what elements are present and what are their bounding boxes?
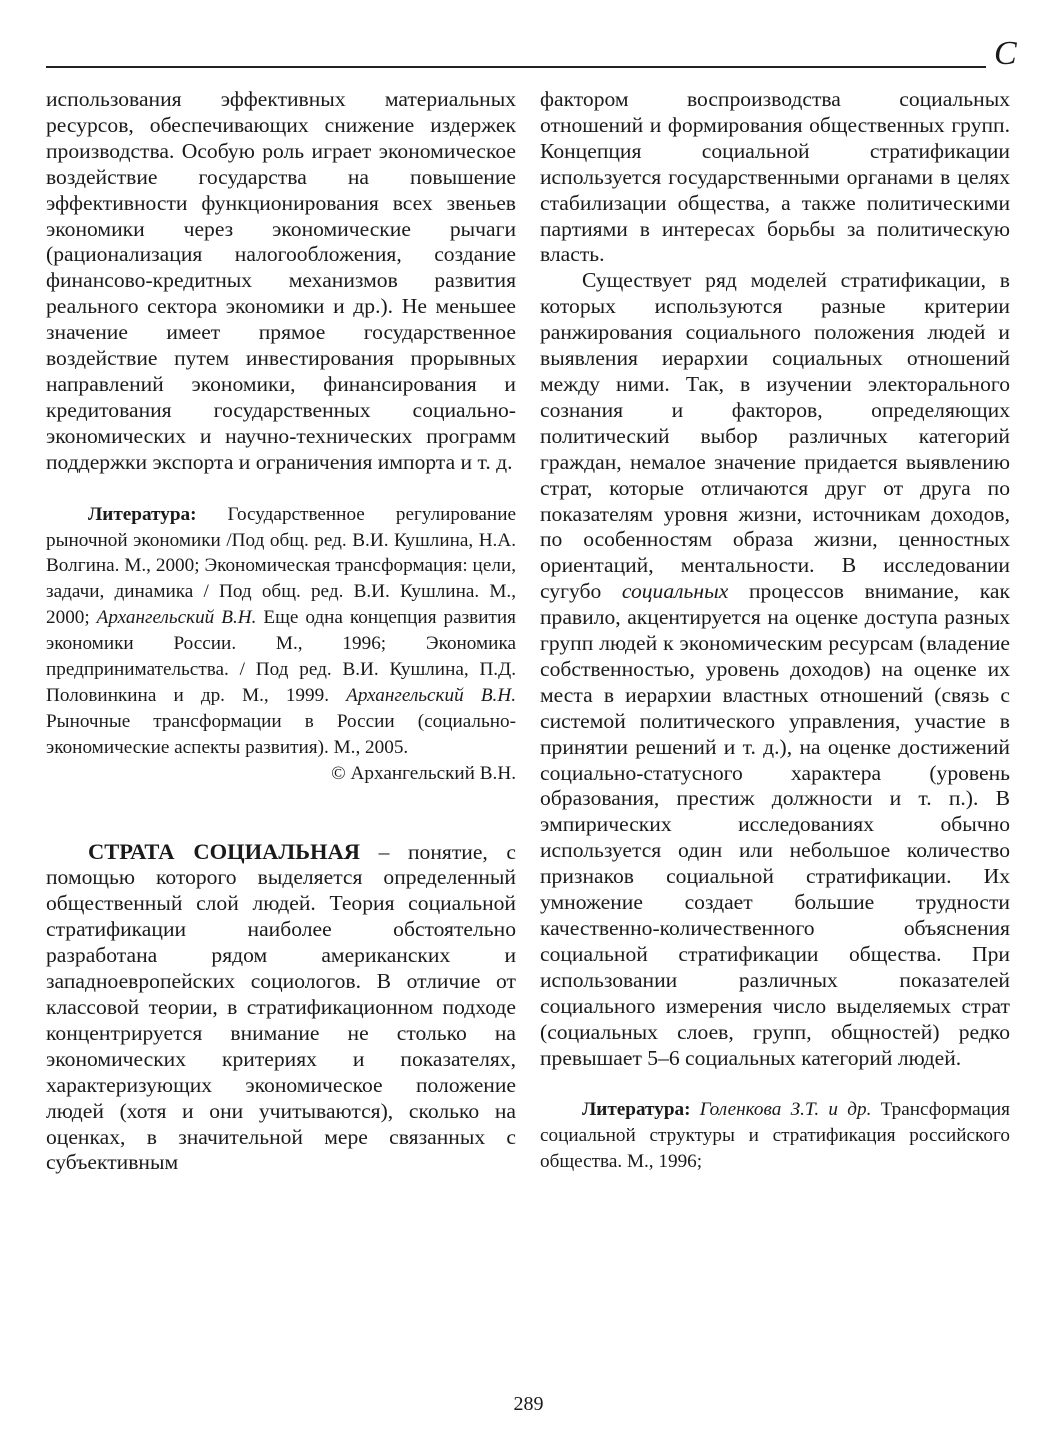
literature-label: Литература: bbox=[88, 503, 197, 525]
literature-space bbox=[690, 1099, 699, 1120]
literature-author: Голенкова З.Т. и др. bbox=[699, 1099, 872, 1121]
literature-text: Государственное регулирование рыночной экономики /Под общ. ред. В.И. Кушлина, Н.А. Волгина. М., 2000; Экономическая трансформация: цели, задачи, динамика / Под общ. ред. В.И. Кушлина. М., 2000; bbox=[46, 503, 516, 629]
right-column bbox=[540, 87, 1010, 1175]
paragraph-text: процессов внимание, как правило, акцентируется на оценке доступа разных групп людей к экономическим ресурсам (владение собственностью, уровень доходов) на оценке их места в иерархии властных отношений (связь с системой политического управления, участие в принятии решений и т. д.), на оценке достижений социально-статусного характера (уровень образования, престиж должности и т. п.). В эмпирических исследованиях обычно используется один или небольшое количество признаков социальной стратификации. Их умножение создает большие трудности качественно-количественного объяснения социальной стратификации общества. При использовании различных показателей социального измерения число выделяемых страт (социальных слоев, групп, общностей) редко превышает 5–6 социальных категорий людей. bbox=[540, 579, 1010, 1070]
paragraph-text: Существует ряд моделей стратификации, в которых используются разные критерии ранжирования социального положения людей и выявления иерархии социальных отношений между ними. Так, в изучении электорального сознания и факторов, определяющих политический выбор различных категорий граждан, немалое значение придается выявлению страт, которые отличаются друг от друга по показателям уровня жизни, источникам доходов, по особенностям образа жизни, ценностных ориентаций, ментальности. В исследовании сугубо bbox=[540, 268, 1010, 604]
copyright-author: © Архангельский В.Н. bbox=[331, 762, 516, 784]
page-number: 289 bbox=[513, 1393, 544, 1415]
literature-text: Трансформация социальной структуры и стратификация российского общества. М., 1996; bbox=[540, 1099, 1011, 1173]
literature-author: Архангельский В.Н. bbox=[346, 684, 516, 706]
left-column bbox=[46, 87, 516, 1176]
literature-block-economy bbox=[46, 502, 516, 761]
section-letter: С bbox=[994, 35, 1017, 72]
literature-text: Рыночные трансформации в России (социально-экономические аспекты развития). М., 2005. bbox=[46, 710, 516, 758]
literature-author: Архангельский В.Н. bbox=[96, 607, 257, 629]
entry-headword: СТРАТА СОЦИАЛЬНАЯ bbox=[88, 838, 360, 864]
paragraph-stratification-models bbox=[540, 268, 1010, 1071]
entry-strata bbox=[46, 839, 516, 1177]
entry-text: – понятие, с помощью которого выделяется определенный общественный слой людей. Теория социальной стратификации наиболее обстоятельно разработана рядом американских и западноевропейских социологов. В отличие от классовой теории, в стратификационном подходе концентрируется внимание не столько на экономических критериях и показателях, характеризующих экономическое положение людей (хотя и они учитываются), сколько на оценках, в значительной мере связанных с субъективным bbox=[46, 839, 516, 1175]
header-rule bbox=[46, 66, 986, 68]
paragraph-italic: социальных bbox=[621, 579, 729, 604]
literature-label: Литература: bbox=[582, 1099, 691, 1121]
literature-text: Еще одна концепция развития экономики России. М., 1996; Экономика предпринимательства. / Под ред. В.И. Кушлина, П.Д. Половинкина и др. М., 1999. bbox=[46, 607, 516, 706]
paragraph-economy-end: использования эффективных материальных ресурсов, обеспечивающих снижение издержек производства. Особую роль играет экономическое воздействие государства на повышение эффективности функционирования всех звеньев экономики через экономические рычаги (рационализация налогообложения, создание финансово-кредитных механизмов развития реального сектора экономики и др.). Не меньшее значение имеет прямое государственное воздействие путем инвестирования прорывных направлений экономики, финансирования и кредитования государственных социально-экономических и научно-технических программ поддержки экспорта и ограничения импорта и т. д. bbox=[46, 87, 516, 474]
literature-block-strata bbox=[540, 1097, 1010, 1175]
paragraph-continuation: фактором воспроизводства социальных отношений и формирования общественных групп. Концепция социальной стратификации используется государственными органами в целях стабилизации общества, а также политическими партиями в интересах борьбы за политическую власть. bbox=[540, 87, 1010, 267]
